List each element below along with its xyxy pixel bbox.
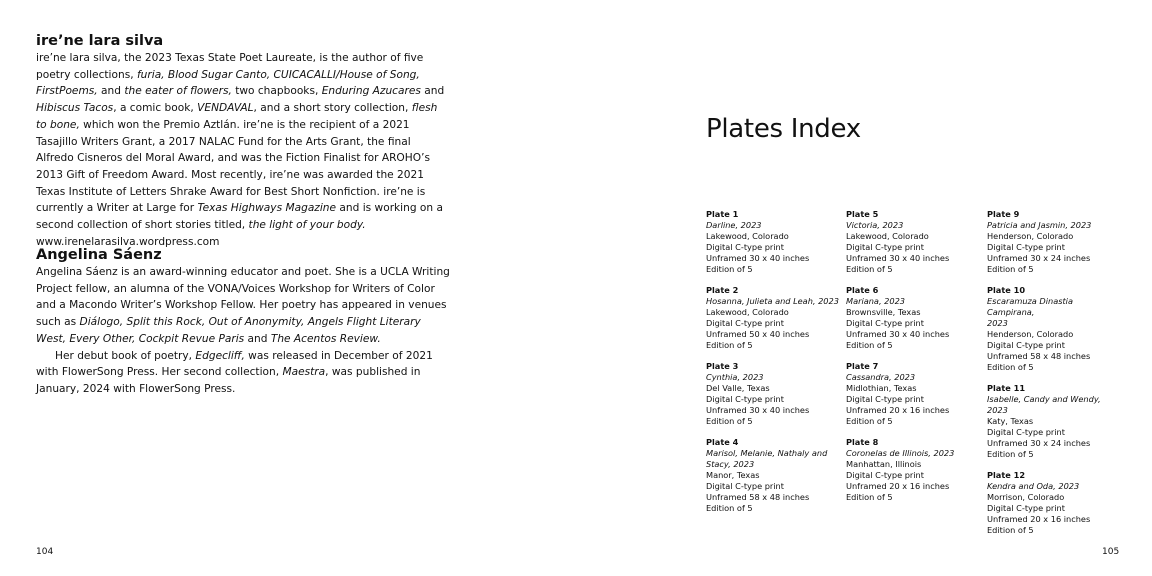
text-run: , was published in January, 2024 with FlowerSong Press. <box>36 366 421 395</box>
plate-detail: Unframed 50 x 40 inches <box>706 329 810 339</box>
plate-number: Plate 5 <box>846 209 879 219</box>
plate-number: Plate 9 <box>987 209 1020 219</box>
page-title: Plates Index <box>706 114 861 144</box>
plate-detail: Brownsville, Texas <box>846 307 921 317</box>
bio-heading: ire’ne lara silva <box>36 33 164 49</box>
plate-detail: Lakewood, Colorado <box>706 307 789 317</box>
plate-detail: Digital C-type print <box>846 470 924 480</box>
italic-text: Maestra <box>282 366 326 379</box>
plate-detail: Digital C-type print <box>846 318 924 328</box>
plate-number: Plate 1 <box>706 209 739 219</box>
plate-title: Isabelle, Candy and Wendy, 2023 <box>987 394 1101 415</box>
text-run: ire’ne lara silva, the 2023 Texas State Poet Laureate, is the author of five poetry collections, <box>36 52 424 81</box>
bio-paragraph <box>36 264 451 348</box>
plate-detail: Unframed 30 x 40 inches <box>846 329 950 339</box>
text-run: which won the Premio Aztlán. ire’ne is the recipient of a 2021 Tasajillo Writers Grant, a 2017 NALAC Fund for the Arts Grant, the final Alfredo Cisneros del Moral Award, and was the Fiction Finalist for AROHO’s 2013 Gift of Freedom Award. Most recently, ire’ne was awarded the 2021 Texas Institute of Letters Shrake Award for Best Short Nonfiction. ire’ne is currently a Writer at Large for <box>36 118 430 215</box>
plate-detail: Henderson, Colorado <box>987 231 1074 241</box>
plate-detail: Unframed 30 x 24 inches <box>987 253 1091 263</box>
italic-text: Texas Highways Magazine <box>197 202 337 215</box>
plate-detail: Lakewood, Colorado <box>706 231 789 241</box>
plate-detail: Unframed 30 x 24 inches <box>987 438 1091 448</box>
plate-entry <box>846 209 981 275</box>
plate-title: Hosanna, Julieta and Leah, 2023 <box>706 296 839 306</box>
text-run: , and a short story collection, <box>253 102 412 115</box>
plate-title: Darline, 2023 <box>706 220 762 230</box>
text-run: and <box>420 85 445 98</box>
plate-detail: Edition of 5 <box>846 492 893 502</box>
plate-number: Plate 11 <box>987 383 1026 393</box>
italic-text: Enduring Azucares <box>321 85 421 98</box>
text-run: two chapbooks, <box>231 85 322 98</box>
text-run: and is working on a second collection of short stories titled, <box>36 202 443 232</box>
italic-text: the light of your body. <box>248 219 366 232</box>
plate-detail: Manor, Texas <box>706 470 760 480</box>
bio-paragraph <box>36 348 451 398</box>
plate-entry <box>987 209 1122 275</box>
plate-title: Cassandra, 2023 <box>846 372 916 382</box>
plate-number: Plate 3 <box>706 361 739 371</box>
plates-column <box>846 209 981 513</box>
plate-entry <box>987 470 1122 536</box>
plate-detail: Digital C-type print <box>846 394 924 404</box>
plate-detail: Henderson, Colorado <box>987 329 1074 339</box>
plate-title: Cynthia, 2023 <box>706 372 764 382</box>
plate-detail: Digital C-type print <box>706 242 784 252</box>
plate-entry <box>846 285 981 351</box>
bio-paragraph <box>36 50 451 234</box>
plate-detail: Unframed 20 x 16 inches <box>846 481 950 491</box>
text-run: and <box>97 85 125 98</box>
plate-title: Patricia and Jasmin, 2023 <box>987 220 1092 230</box>
plate-detail: Edition of 5 <box>706 264 753 274</box>
plate-entry <box>987 383 1122 460</box>
plate-entry <box>706 209 841 275</box>
plate-detail: Unframed 30 x 40 inches <box>706 405 810 415</box>
plate-detail: Unframed 58 x 48 inches <box>706 492 810 502</box>
plate-detail: Edition of 5 <box>987 525 1034 535</box>
plate-title: Mariana, 2023 <box>846 296 905 306</box>
plate-detail: Digital C-type print <box>987 242 1065 252</box>
text-run: Her debut book of poetry, <box>55 349 196 362</box>
bio-irene-lara-silva <box>36 32 451 250</box>
plate-detail: Digital C-type print <box>987 340 1065 350</box>
plate-detail: Unframed 30 x 40 inches <box>846 253 950 263</box>
plate-detail: Digital C-type print <box>987 503 1065 513</box>
plate-title: Stacy, 2023 <box>706 459 755 469</box>
plate-detail: Katy, Texas <box>987 416 1034 426</box>
plates-column <box>987 209 1122 546</box>
italic-text: flesh to bone, <box>36 102 438 131</box>
bio-heading: Angelina Sáenz <box>36 247 162 263</box>
plate-detail: Digital C-type print <box>706 481 784 491</box>
plate-number: Plate 2 <box>706 285 739 295</box>
page-number: 104 <box>36 547 54 557</box>
bio-website: www.irenelarasilva.wordpress.com <box>36 235 220 248</box>
italic-text: Diálogo, Split this Rock, Out of Anonymity, Angels Flight Literary West, Every Other, Cockpit Revue Paris <box>36 316 421 345</box>
text-run: was released in December of 2021 with FlowerSong Press. Her second collection, <box>36 349 433 379</box>
plate-entry <box>706 285 841 351</box>
plate-detail: Unframed 20 x 16 inches <box>987 514 1091 524</box>
plate-entry <box>846 437 981 503</box>
plate-detail: Morrison, Colorado <box>987 492 1065 502</box>
text-run: , a comic book, <box>113 102 198 115</box>
plate-detail: Manhattan, Illinois <box>846 459 922 469</box>
plate-detail: Unframed 20 x 16 inches <box>846 405 950 415</box>
plate-detail: Unframed 58 x 48 inches <box>987 351 1091 361</box>
plate-entry <box>846 361 981 427</box>
plate-detail: Edition of 5 <box>706 340 753 350</box>
plate-number: Plate 4 <box>706 437 739 447</box>
plate-detail: Edition of 5 <box>987 449 1034 459</box>
italic-text: Hibiscus Tacos <box>36 102 114 115</box>
plate-detail: Edition of 5 <box>987 362 1034 372</box>
bio-angelina-saenz <box>36 246 451 398</box>
italic-text: the eater of flowers, <box>124 85 232 98</box>
plate-number: Plate 10 <box>987 285 1026 295</box>
plate-title: Marisol, Melanie, Nathaly and <box>706 448 828 458</box>
plate-detail: Digital C-type print <box>706 394 784 404</box>
plate-detail: Edition of 5 <box>706 503 753 513</box>
plate-detail: Edition of 5 <box>846 340 893 350</box>
plate-title: Victoria, 2023 <box>846 220 904 230</box>
plate-title: Escaramuza Dinastia Campirana, <box>987 296 1073 317</box>
plate-number: Plate 7 <box>846 361 879 371</box>
plate-detail: Edition of 5 <box>846 264 893 274</box>
plate-detail: Edition of 5 <box>706 416 753 426</box>
page-number: 105 <box>1102 547 1120 557</box>
plate-title: Coronelas de Illinois, 2023 <box>846 448 955 458</box>
italic-text: VENDAVAL <box>197 102 254 115</box>
plates-column <box>706 209 841 524</box>
plate-detail: Lakewood, Colorado <box>846 231 929 241</box>
right-page <box>576 0 1152 576</box>
plate-detail: Unframed 30 x 40 inches <box>706 253 810 263</box>
plate-detail: Digital C-type print <box>987 427 1065 437</box>
plate-number: Plate 12 <box>987 470 1026 480</box>
italic-text: The Acentos Review. <box>270 332 381 345</box>
plate-number: Plate 6 <box>846 285 879 295</box>
plate-title: Kendra and Oda, 2023 <box>987 481 1080 491</box>
plate-detail: Del Valle, Texas <box>706 383 770 393</box>
plate-entry <box>706 361 841 427</box>
italic-text: furia, Blood Sugar Canto, CUICACALLI/House of Song, FirstPoems, <box>36 68 420 98</box>
plate-detail: Edition of 5 <box>846 416 893 426</box>
plate-title: 2023 <box>987 318 1008 328</box>
text-run: and <box>244 332 271 345</box>
plate-detail: Digital C-type print <box>846 242 924 252</box>
plate-entry <box>987 285 1122 373</box>
plate-entry <box>706 437 841 514</box>
plate-detail: Midlothian, Texas <box>846 383 917 393</box>
italic-text: Edgecliff, <box>195 349 245 362</box>
plate-number: Plate 8 <box>846 437 879 447</box>
text-run: Angelina Sáenz is an award-winning educator and poet. She is a UCLA Writing Project fellow, an alumna of the VONA/Voices Workshop for Writers of Color and a Macondo Writer’s Workshop Fellow. Her poetry has appeared in venues such as <box>36 266 450 329</box>
plate-detail: Digital C-type print <box>706 318 784 328</box>
plate-detail: Edition of 5 <box>987 264 1034 274</box>
